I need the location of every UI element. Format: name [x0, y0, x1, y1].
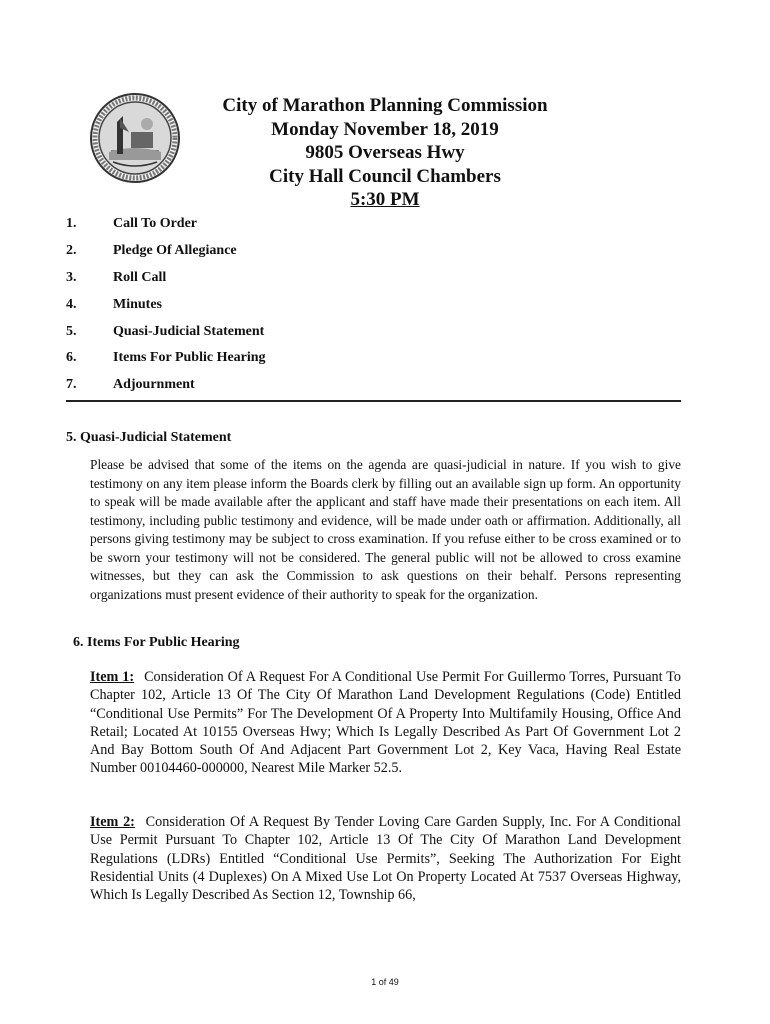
agenda-list [66, 211, 686, 399]
agenda-item-number: 4. [66, 296, 77, 312]
quasi-judicial-statement-text: Please be advised that some of the items on the agenda are quasi-judicial in nature. If you wish to give testimony on any item please inform the Boards clerk by filling out an available sign up form. An opportunity to speak will be made available after the applicant and staff have made their presentations on each item. All testimony, including public testimony and evidence, will be made under oath or affirmation. Additionally, all persons giving testimony may be subject to cross examination. If you refuse either to be cross examined or to be sworn your testimony will not be considered. The general public will not be allowed to cross examine witnesses, but they can ask the Commission to ask questions on their behalf. Persons representing organizations must present evidence of their authority to speak for the organization. [90, 457, 681, 602]
agenda-item [66, 238, 686, 265]
agenda-item-label: Roll Call [113, 269, 167, 285]
section-5-title: 5. Quasi-Judicial Statement [66, 430, 232, 445]
agenda-item-number: 2. [66, 243, 77, 259]
agenda-item-label: Minutes [113, 296, 162, 312]
agenda-item-number: 1. [66, 216, 77, 232]
header-address: 9805 Overseas Hwy [305, 142, 465, 163]
meeting-header [190, 94, 580, 212]
header-date: Monday November 18, 2019 [271, 118, 499, 140]
header-title: City of Marathon Planning Commission [222, 95, 548, 116]
agenda-item-label: Items For Public Hearing [113, 350, 266, 366]
hearing-item-1 [90, 668, 681, 778]
agenda-item [66, 318, 686, 345]
section-6-title: 6. Items For Public Hearing [73, 635, 240, 650]
agenda-item-label: Quasi-Judicial Statement [113, 323, 265, 339]
agenda-item [66, 291, 686, 318]
agenda-item-number: 6. [66, 350, 77, 366]
hearing-item-text: Consideration Of A Request By Tender Loving Care Garden Supply, Inc. For A Conditional Use Permit Pursuant To Chapter 102, Article 13 Of The City Of Marathon Land Development Regulations (LDRs) Entitled “Conditional Use Permits”, Seeking The Authorization For Eight Residential Units (4 Duplexes) On A Mixed Use Lot On Property Located At 7537 Overseas Highway, Which Is Legally Described As Section 12, Township 66, [90, 814, 681, 904]
hearing-item-label: Item 2: [90, 814, 135, 830]
city-seal-logo [89, 92, 181, 184]
hearing-item-text: Consideration Of A Request For A Conditional Use Permit For Guillermo Torres, Pursuant To Chapter 102, Article 13 Of The City Of Marathon Land Development Regulations (Code) Entitled “Conditional Use Permits” For The Development Of A Property Into Multifamily Housing, Office And Retail; Located At 10155 Overseas Hwy; Which Is Legally Described As Part Of Government Lot 2 And Bay Bottom South Of And Adjacent Part Government Lot 2, Key Vaca, Having Real Estate Number 00104460-000000, Nearest Mile Marker 52.5. [90, 669, 681, 777]
header-venue: City Hall Council Chambers [269, 165, 501, 187]
hearing-item-label: Item 1: [90, 669, 135, 685]
agenda-item-number: 7. [66, 377, 77, 393]
agenda-item-label: Pledge Of Allegiance [113, 243, 237, 259]
agenda-item-label: Adjournment [113, 377, 195, 393]
agenda-item [66, 265, 686, 292]
agenda-item-label: Call To Order [113, 216, 198, 232]
agenda-item [66, 345, 686, 372]
hearing-item-2 [90, 813, 681, 904]
agenda-item-number: 5. [66, 323, 77, 339]
agenda-item-number: 3. [66, 269, 77, 285]
divider-rule [66, 400, 681, 402]
agenda-item [66, 211, 686, 238]
page-number: 1 of 49 [371, 977, 399, 987]
agenda-item [66, 372, 686, 399]
header-time: 5:30 PM [350, 189, 420, 210]
